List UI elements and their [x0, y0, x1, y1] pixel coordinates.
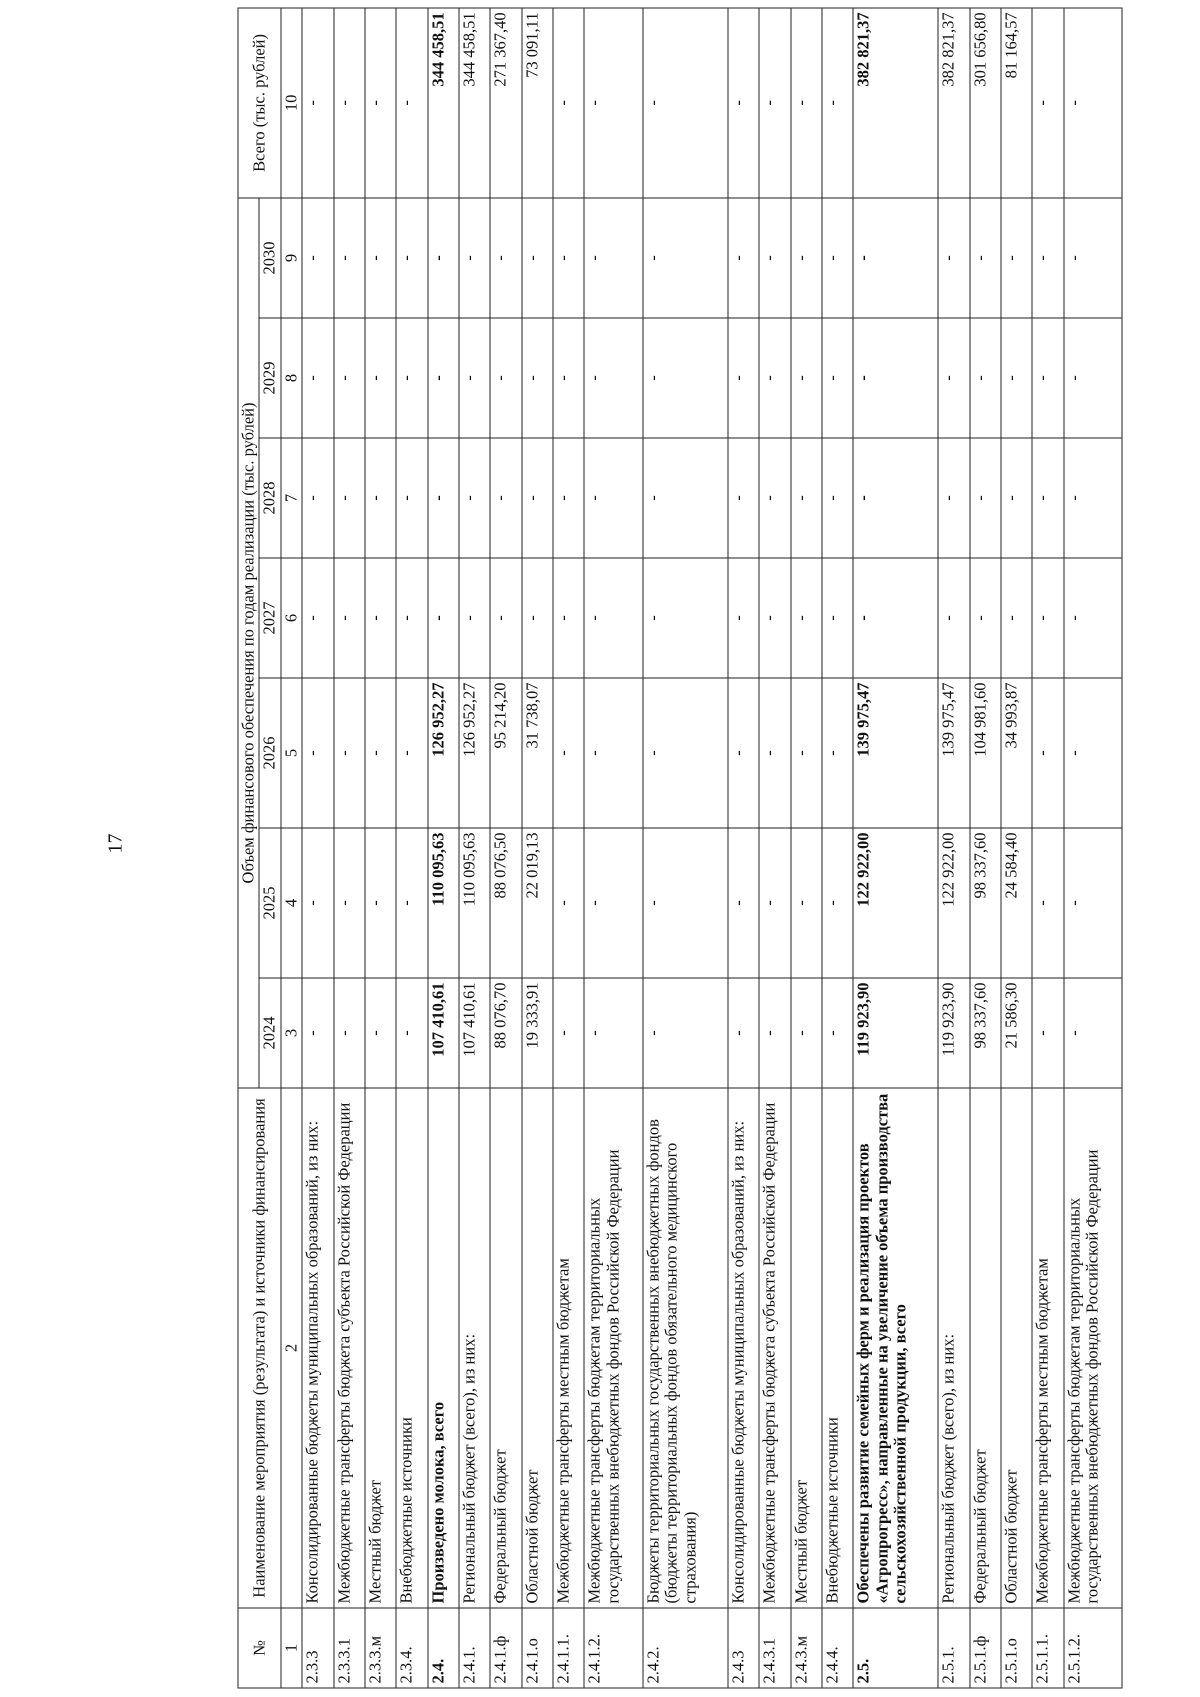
year-value: - — [728, 558, 759, 678]
year-value: - — [334, 438, 365, 558]
year-value: - — [584, 438, 642, 558]
year-value: 107 410,61 — [428, 978, 459, 1088]
row-total: - — [334, 8, 365, 198]
row-name: Произведено молока, всего — [428, 1088, 459, 1608]
year-value: - — [970, 198, 1001, 318]
year-value: - — [522, 558, 553, 678]
year-value: - — [759, 318, 790, 438]
year-value: - — [1032, 828, 1063, 978]
year-value: - — [428, 318, 459, 438]
table-row — [759, 8, 790, 1688]
row-name: Региональный бюджет (всего), из них: — [938, 1088, 969, 1608]
row-name: Консолидированные бюджеты муниципальных образований, из них: — [302, 1088, 333, 1608]
year-value: 24 584,40 — [1001, 828, 1032, 978]
table-row — [938, 8, 969, 1688]
row-name: Межбюджетные трансферты бюджетам территориальных государственных внебюджетных фондов Российской Федерации — [584, 1088, 642, 1608]
year-value: - — [302, 978, 333, 1088]
year-value: - — [584, 198, 642, 318]
year-value: - — [334, 678, 365, 828]
year-value: - — [822, 558, 853, 678]
year-value: 119 923,90 — [853, 978, 938, 1088]
year-value: - — [553, 558, 584, 678]
column-number: 6 — [281, 558, 302, 678]
year-value: - — [791, 978, 822, 1088]
year-value: - — [302, 678, 333, 828]
row-total: - — [396, 8, 427, 198]
row-total: - — [822, 8, 853, 198]
year-value: - — [791, 828, 822, 978]
year-value: - — [822, 828, 853, 978]
year-value: - — [365, 318, 396, 438]
row-number: 2.5.1.о — [1001, 1608, 1032, 1688]
row-number: 2.5.1.1. — [1032, 1608, 1063, 1688]
year-value: 98 337,60 — [970, 978, 1001, 1088]
year-value: - — [643, 978, 728, 1088]
year-value: - — [553, 828, 584, 978]
year-value: 22 019,13 — [522, 828, 553, 978]
row-name: Межбюджетные трансферты местным бюджетам — [1032, 1088, 1063, 1608]
year-value: - — [428, 438, 459, 558]
year-value: - — [302, 828, 333, 978]
header-row-1 — [238, 8, 259, 1688]
year-value: - — [643, 678, 728, 828]
year-value: - — [1064, 678, 1122, 828]
column-number: 2 — [281, 1088, 302, 1608]
year-value: - — [302, 198, 333, 318]
year-value: - — [643, 828, 728, 978]
year-value: - — [759, 198, 790, 318]
column-number: 10 — [281, 8, 302, 198]
year-value: - — [396, 558, 427, 678]
row-number: 2.4. — [428, 1608, 459, 1688]
column-number: 8 — [281, 318, 302, 438]
table-row — [459, 8, 490, 1688]
row-number: 2.4.2. — [643, 1608, 728, 1688]
year-value: - — [396, 198, 427, 318]
year-value: - — [791, 198, 822, 318]
year-value: - — [970, 438, 1001, 558]
row-number: 2.3.3.1 — [334, 1608, 365, 1688]
year-value: - — [1032, 558, 1063, 678]
year-value: - — [1064, 318, 1122, 438]
year-value: - — [490, 198, 521, 318]
row-total: 344 458,51 — [459, 8, 490, 198]
row-name: Местный бюджет — [791, 1088, 822, 1608]
year-value: - — [1032, 318, 1063, 438]
year-value: - — [522, 198, 553, 318]
row-number: 2.5.1.2. — [1064, 1608, 1122, 1688]
row-total: - — [584, 8, 642, 198]
year-value: - — [459, 318, 490, 438]
year-value: 126 952,27 — [428, 678, 459, 828]
year-value: - — [490, 438, 521, 558]
row-total: - — [728, 8, 759, 198]
row-total: - — [302, 8, 333, 198]
row-total: - — [791, 8, 822, 198]
year-value: - — [1064, 198, 1122, 318]
year-value: 95 214,20 — [490, 678, 521, 828]
year-value: - — [759, 558, 790, 678]
year-value: - — [1064, 438, 1122, 558]
year-value: - — [553, 318, 584, 438]
year-value: 119 923,90 — [938, 978, 969, 1088]
year-value: - — [759, 978, 790, 1088]
financing-table — [238, 7, 1123, 1688]
year-value: 34 993,87 — [1001, 678, 1032, 828]
year-value: - — [522, 318, 553, 438]
table-row — [396, 8, 427, 1688]
year-value: - — [728, 678, 759, 828]
year-value: 88 076,50 — [490, 828, 521, 978]
year-value: - — [822, 978, 853, 1088]
year-value: - — [490, 318, 521, 438]
header-year: 2024 — [259, 978, 280, 1088]
year-value: - — [459, 438, 490, 558]
table-row — [334, 8, 365, 1688]
table-row — [1001, 8, 1032, 1688]
column-number: 5 — [281, 678, 302, 828]
year-value: - — [1032, 978, 1063, 1088]
year-value: - — [791, 558, 822, 678]
table-row — [853, 8, 938, 1688]
row-total: - — [553, 8, 584, 198]
column-number: 3 — [281, 978, 302, 1088]
year-value: - — [334, 978, 365, 1088]
year-value: 107 410,61 — [459, 978, 490, 1088]
row-total: 382 821,37 — [938, 8, 969, 198]
year-value: - — [970, 558, 1001, 678]
year-value: - — [553, 678, 584, 828]
year-value: - — [822, 318, 853, 438]
year-value: 21 586,30 — [1001, 978, 1032, 1088]
row-name: Бюджеты территориальных государственных внебюджетных фондов (бюджеты территориальных фондов обязательного медицинского страхования) — [643, 1088, 728, 1608]
year-value: - — [334, 558, 365, 678]
year-value: - — [1001, 198, 1032, 318]
year-value: - — [302, 558, 333, 678]
table-row — [522, 8, 553, 1688]
year-value: - — [853, 198, 938, 318]
year-value: - — [853, 558, 938, 678]
row-name: Внебюджетные источники — [822, 1088, 853, 1608]
row-total: - — [1064, 8, 1122, 198]
row-total: 271 367,40 — [490, 8, 521, 198]
year-value: - — [643, 198, 728, 318]
year-value: - — [396, 678, 427, 828]
row-number: 2.5. — [853, 1608, 938, 1688]
table-row — [553, 8, 584, 1688]
year-value: 122 922,00 — [853, 828, 938, 978]
year-value: - — [334, 198, 365, 318]
row-name: Межбюджетные трансферты бюджета субъекта Российской Федерации — [334, 1088, 365, 1608]
table-row — [728, 8, 759, 1688]
row-number: 2.4.4. — [822, 1608, 853, 1688]
header-volume: Объем финансового обеспечения по годам реализации (тыс. рублей) — [238, 198, 259, 1088]
year-value: - — [853, 318, 938, 438]
table-row — [490, 8, 521, 1688]
year-value: - — [938, 198, 969, 318]
row-total: - — [643, 8, 728, 198]
row-name: Межбюджетные трансферты бюджета субъекта Российской Федерации — [759, 1088, 790, 1608]
header-name: Наименование мероприятия (результата) и источники финансирования — [238, 1088, 281, 1608]
year-value: - — [365, 678, 396, 828]
header-no: № — [238, 1608, 281, 1688]
column-number: 1 — [281, 1608, 302, 1688]
year-value: - — [791, 678, 822, 828]
year-value: - — [334, 318, 365, 438]
year-value: 139 975,47 — [938, 678, 969, 828]
row-total: - — [759, 8, 790, 198]
year-value: - — [643, 318, 728, 438]
year-value: - — [365, 978, 396, 1088]
year-value: - — [728, 438, 759, 558]
table-row — [822, 8, 853, 1688]
row-name: Региональный бюджет (всего), из них: — [459, 1088, 490, 1608]
year-value: - — [728, 318, 759, 438]
row-total: - — [1032, 8, 1063, 198]
year-value: - — [584, 978, 642, 1088]
row-number: 2.4.3.м — [791, 1608, 822, 1688]
year-value: - — [334, 828, 365, 978]
year-value: - — [302, 318, 333, 438]
table-row — [428, 8, 459, 1688]
year-value: - — [428, 558, 459, 678]
header-column-numbers-row — [281, 8, 302, 1688]
row-total: - — [365, 8, 396, 198]
year-value: - — [553, 978, 584, 1088]
year-value: - — [1032, 438, 1063, 558]
table-row — [1064, 8, 1122, 1688]
table-row — [791, 8, 822, 1688]
header-year: 2029 — [259, 318, 280, 438]
year-value: - — [791, 438, 822, 558]
row-number: 2.4.1.ф — [490, 1608, 521, 1688]
year-value: - — [759, 828, 790, 978]
year-value: - — [459, 198, 490, 318]
row-number: 2.5.1.ф — [970, 1608, 1001, 1688]
year-value: - — [853, 438, 938, 558]
year-value: - — [1064, 558, 1122, 678]
row-name: Межбюджетные трансферты бюджетам территориальных государственных внебюджетных фондов Российской Федерации — [1064, 1088, 1122, 1608]
header-year: 2030 — [259, 198, 280, 318]
year-value: - — [553, 198, 584, 318]
year-value: 110 095,63 — [428, 828, 459, 978]
rotated-table-container — [238, 9, 1123, 1689]
row-name: Федеральный бюджет — [970, 1088, 1001, 1608]
column-number: 9 — [281, 198, 302, 318]
row-total: 382 821,37 — [853, 8, 938, 198]
year-value: 139 975,47 — [853, 678, 938, 828]
year-value: 19 333,91 — [522, 978, 553, 1088]
year-value: - — [522, 438, 553, 558]
year-value: - — [728, 978, 759, 1088]
year-value: 110 095,63 — [459, 828, 490, 978]
header-total: Всего (тыс. рублей) — [238, 8, 281, 198]
year-value: - — [643, 558, 728, 678]
year-value: - — [365, 198, 396, 318]
year-value: - — [759, 678, 790, 828]
row-total: 73 091,11 — [522, 8, 553, 198]
year-value: - — [428, 198, 459, 318]
year-value: 98 337,60 — [970, 828, 1001, 978]
year-value: - — [970, 318, 1001, 438]
row-total: 81 164,57 — [1001, 8, 1032, 198]
year-value: - — [396, 318, 427, 438]
table-row — [1032, 8, 1063, 1688]
row-number: 2.4.3.1 — [759, 1608, 790, 1688]
column-number: 7 — [281, 438, 302, 558]
page-number: 17 — [104, 833, 127, 854]
year-value: - — [365, 438, 396, 558]
table-body — [302, 8, 1122, 1688]
header-year: 2028 — [259, 438, 280, 558]
year-value: - — [1001, 438, 1032, 558]
table-row — [643, 8, 728, 1688]
table-row — [584, 8, 642, 1688]
year-value: - — [365, 558, 396, 678]
year-value: - — [490, 558, 521, 678]
row-number: 2.3.4. — [396, 1608, 427, 1688]
year-value: - — [584, 318, 642, 438]
year-value: - — [759, 438, 790, 558]
year-value: - — [938, 438, 969, 558]
year-value: - — [822, 678, 853, 828]
row-name: Областной бюджет — [522, 1088, 553, 1608]
table-row — [970, 8, 1001, 1688]
row-number: 2.4.1.о — [522, 1608, 553, 1688]
row-number: 2.3.3 — [302, 1608, 333, 1688]
row-name: Областной бюджет — [1001, 1088, 1032, 1608]
year-value: 104 981,60 — [970, 678, 1001, 828]
row-number: 2.4.1.1. — [553, 1608, 584, 1688]
row-name: Внебюджетные источники — [396, 1088, 427, 1608]
header-year: 2026 — [259, 678, 280, 828]
year-value: - — [822, 198, 853, 318]
year-value: - — [584, 558, 642, 678]
row-name: Местный бюджет — [365, 1088, 396, 1608]
year-value: - — [459, 558, 490, 678]
year-value: - — [1064, 978, 1122, 1088]
year-value: 88 076,70 — [490, 978, 521, 1088]
year-value: 122 922,00 — [938, 828, 969, 978]
year-value: - — [938, 558, 969, 678]
row-number: 2.3.3.м — [365, 1608, 396, 1688]
year-value: - — [1064, 828, 1122, 978]
column-number: 4 — [281, 828, 302, 978]
row-total: 344 458,51 — [428, 8, 459, 198]
year-value: - — [1032, 678, 1063, 828]
row-name: Межбюджетные трансферты местным бюджетам — [553, 1088, 584, 1608]
header-year: 2025 — [259, 828, 280, 978]
year-value: - — [728, 198, 759, 318]
year-value: - — [584, 828, 642, 978]
year-value: - — [396, 438, 427, 558]
year-value: - — [1001, 558, 1032, 678]
year-value: - — [584, 678, 642, 828]
row-name: Федеральный бюджет — [490, 1088, 521, 1608]
year-value: 126 952,27 — [459, 678, 490, 828]
year-value: - — [822, 438, 853, 558]
header-year: 2027 — [259, 558, 280, 678]
row-number: 2.4.3 — [728, 1608, 759, 1688]
row-number: 2.4.1. — [459, 1608, 490, 1688]
table-row — [302, 8, 333, 1688]
row-number: 2.5.1. — [938, 1608, 969, 1688]
row-number: 2.4.1.2. — [584, 1608, 642, 1688]
year-value: 31 738,07 — [522, 678, 553, 828]
year-value: - — [728, 828, 759, 978]
row-total: 301 656,80 — [970, 8, 1001, 198]
year-value: - — [1001, 318, 1032, 438]
year-value: - — [396, 978, 427, 1088]
year-value: - — [553, 438, 584, 558]
year-value: - — [302, 438, 333, 558]
year-value: - — [643, 438, 728, 558]
year-value: - — [1032, 198, 1063, 318]
year-value: - — [791, 318, 822, 438]
row-name: Обеспечены развитие семейных ферм и реализация проектов «Агропрогресс», направленные на увеличение объема производства сельскохозяйственной продукции, всего — [853, 1088, 938, 1608]
year-value: - — [938, 318, 969, 438]
table-row — [365, 8, 396, 1688]
year-value: - — [396, 828, 427, 978]
year-value: - — [365, 828, 396, 978]
row-name: Консолидированные бюджеты муниципальных образований, из них: — [728, 1088, 759, 1608]
